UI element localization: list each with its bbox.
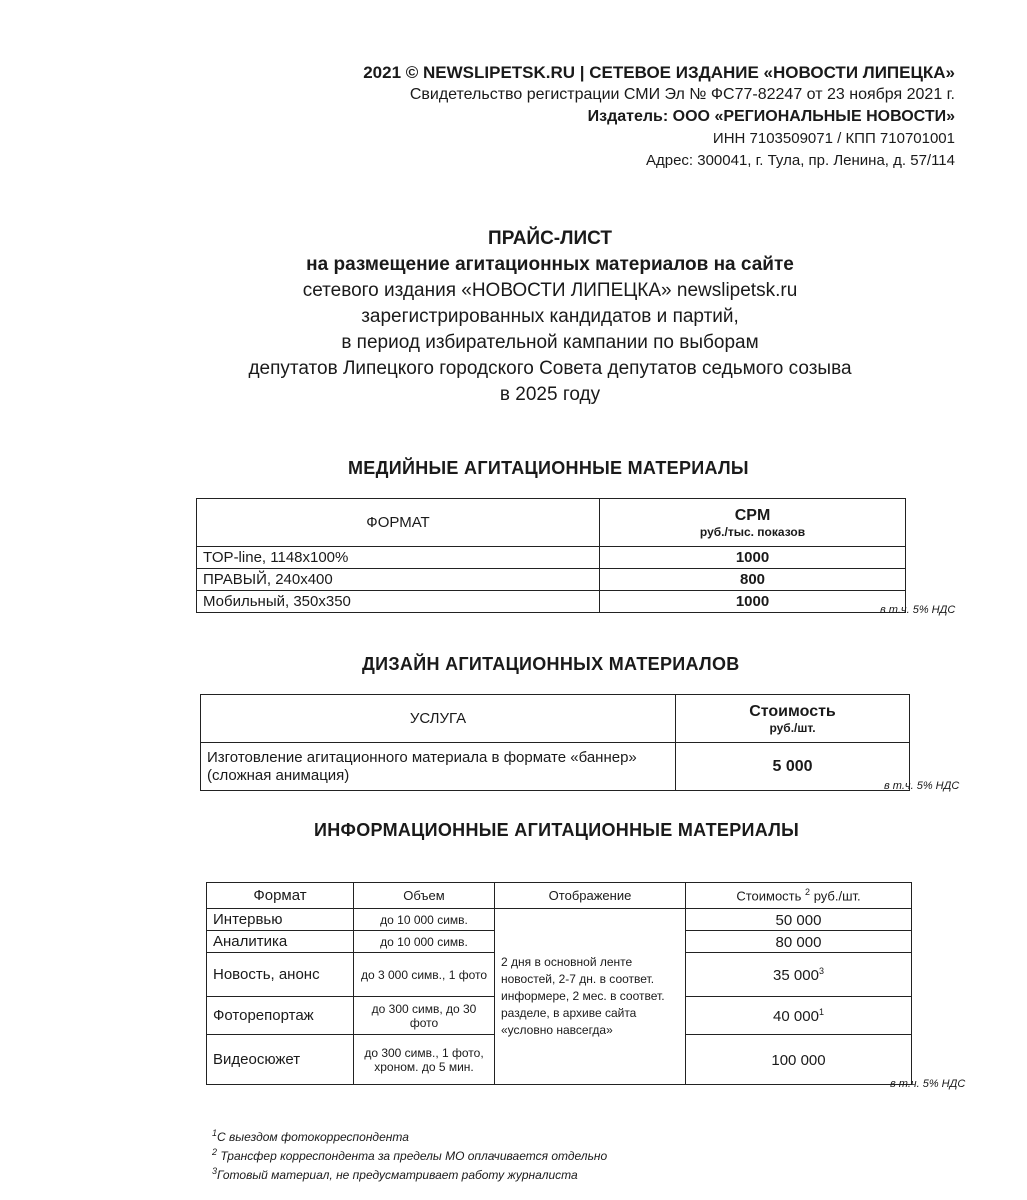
info-vat-note: в т.ч. 5% НДС (890, 1078, 966, 1090)
table-row (207, 909, 912, 931)
price-footnote-mark: 1 (818, 1006, 824, 1017)
title-line-4: зарегистрированных кандидатов и партий, (361, 306, 739, 327)
info-price-table (206, 882, 912, 1085)
table-header-row (197, 499, 906, 547)
volume-cell: до 10 000 симв. (354, 931, 495, 953)
cost-label: Стоимость (736, 888, 802, 904)
cost-footnote-mark: 2 (805, 887, 811, 898)
price-cell (686, 1035, 912, 1085)
title-line-5: в период избирательной кампании по выборам (341, 332, 759, 353)
col-volume-header: Объем (354, 883, 495, 909)
footnote-1 (212, 1126, 607, 1145)
title-line-1: ПРАЙС-ЛИСТ (488, 228, 612, 249)
header-line-1: 2021 © NEWSLIPETSK.RU | СЕТЕВОЕ ИЗДАНИЕ «НОВОСТИ ЛИПЕЦКА» (363, 63, 955, 82)
media-vat-note: в т.ч. 5% НДС (880, 604, 956, 616)
footnote-2 (212, 1145, 607, 1164)
footnote-3 (212, 1164, 607, 1183)
price-cell (686, 997, 912, 1035)
publisher-header (363, 62, 955, 172)
table-row (197, 547, 906, 569)
cost-label: Стоимость (749, 702, 836, 720)
service-cell: Изготовление агитационного материала в формате «баннер» (сложная анимация) (201, 743, 676, 791)
design-vat-note: в т.ч. 5% НДС (884, 780, 960, 792)
table-header-row (201, 695, 910, 743)
col-display-header: Отображение (495, 883, 686, 909)
col-cost-header (676, 695, 910, 743)
footnote-text: Готовый материал, не предусматривает работу журналиста (217, 1168, 578, 1182)
price-cell: 5 000 (676, 743, 910, 791)
price-cell: 800 (600, 569, 906, 591)
table-row (201, 743, 910, 791)
col-format-header: ФОРМАТ (197, 499, 600, 547)
volume-cell: до 300 симв., 1 фото, хроном. до 5 мин. (354, 1035, 495, 1085)
format-cell: Интервью (207, 909, 354, 931)
volume-cell: до 3 000 симв., 1 фото (354, 953, 495, 997)
footnote-mark: 1 (212, 1128, 218, 1138)
header-line-3: Издатель: ООО «РЕГИОНАЛЬНЫЕ НОВОСТИ» (587, 108, 955, 125)
table-header-row (207, 883, 912, 909)
price-value: 100 000 (771, 1051, 826, 1069)
price-value: 80 000 (775, 933, 822, 951)
footnote-text: С выездом фотокорреспондента (217, 1130, 409, 1144)
format-cell: ПРАВЫЙ, 240x400 (197, 569, 600, 591)
format-cell: Видеосюжет (207, 1035, 354, 1085)
cpm-label: CPM (734, 506, 771, 524)
footnotes (212, 1126, 607, 1183)
title-line-3: сетевого издания «НОВОСТИ ЛИПЕЦКА» newslipetsk.ru (302, 280, 798, 301)
table-row (197, 591, 906, 613)
media-section-title: МЕДИЙНЫЕ АГИТАЦИОННЫЕ МАТЕРИАЛЫ (348, 458, 749, 478)
title-line-6: депутатов Липецкого городского Совета депутатов седьмого созыва (248, 358, 852, 379)
table-row (197, 569, 906, 591)
price-footnote-mark: 3 (818, 965, 824, 976)
price-value: 50 000 (775, 911, 822, 929)
price-value: 40 000 (773, 1007, 819, 1025)
document-title (180, 226, 920, 408)
cpm-unit: руб./тыс. показов (699, 524, 806, 539)
info-section-title: ИНФОРМАЦИОННЫЕ АГИТАЦИОННЫЕ МАТЕРИАЛЫ (314, 820, 800, 840)
title-line-7: в 2025 году (499, 384, 601, 405)
volume-cell: до 10 000 симв. (354, 909, 495, 931)
design-price-table (200, 694, 910, 791)
format-cell: Аналитика (207, 931, 354, 953)
price-cell (686, 909, 912, 931)
footnote-mark: 3 (212, 1166, 218, 1176)
header-line-4: ИНН 7103509071 / КПП 710701001 (712, 130, 955, 147)
col-cost-header (686, 883, 912, 909)
format-cell: Новость, анонс (207, 953, 354, 997)
price-cell: 1000 (600, 547, 906, 569)
display-cell: 2 дня в основной ленте новостей, 2-7 дн. в соответ. информере, 2 мес. в соответ. разделе, в архиве сайта «условно навсегда» (495, 909, 686, 1085)
format-cell: Мобильный, 350x350 (197, 591, 600, 613)
price-cell (686, 931, 912, 953)
title-line-2: на размещение агитационных материалов на сайте (306, 254, 794, 275)
header-line-5: Адрес: 300041, г. Тула, пр. Ленина, д. 57/114 (645, 152, 955, 169)
header-line-2: Свидетельство регистрации СМИ Эл № ФС77-82247 от 23 ноября 2021 г. (409, 86, 955, 103)
col-format-header: Формат (207, 883, 354, 909)
price-cell: 1000 (600, 591, 906, 613)
col-service-header: УСЛУГА (201, 695, 676, 743)
cost-unit: руб./шт. (769, 720, 816, 735)
price-cell (686, 953, 912, 997)
format-cell: Фоторепортаж (207, 997, 354, 1035)
volume-cell: до 300 симв, до 30 фото (354, 997, 495, 1035)
media-price-table (196, 498, 906, 613)
format-cell: TOP-line, 1148x100% (197, 547, 600, 569)
cost-unit: руб./шт. (813, 888, 861, 904)
price-value: 35 000 (773, 966, 819, 984)
col-cpm-header (600, 499, 906, 547)
footnote-mark: 2 (212, 1147, 218, 1157)
design-section-title: ДИЗАЙН АГИТАЦИОННЫХ МАТЕРИАЛОВ (362, 654, 740, 674)
footnote-text: Трансфер корреспондента за пределы МО оплачивается отдельно (220, 1149, 608, 1163)
